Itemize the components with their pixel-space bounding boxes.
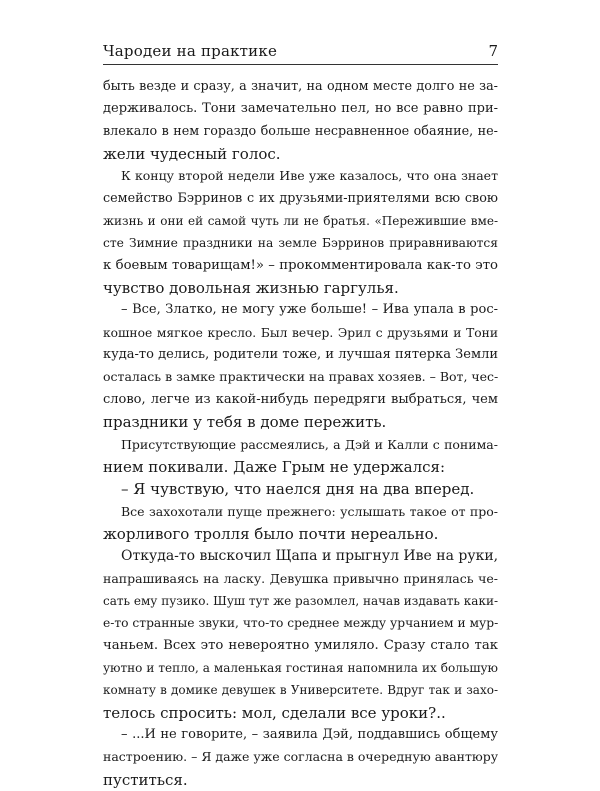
text-line: уютно и тепло, а маленькая гостиная напомнила их большую (103, 660, 498, 675)
text-line: сать ему пузико. Шуш тут же разомлел, начав издавать каки- (103, 593, 498, 608)
text-line: комнату в домике девушек в Университете. Вдруг так и захо- (103, 683, 498, 698)
text-line: Все захохотали пуще прежнего: услышать такое от про- (121, 503, 498, 519)
text-line: нием покивали. Даже Грым не удержался: (103, 457, 446, 476)
text-line: быть везде и сразу, а значит, на одном месте долго не за- (103, 79, 498, 94)
text-line: – Я чувствую, что наелся дня на два вперед. (121, 480, 475, 499)
header-divider (103, 64, 498, 65)
text-line: Присутствующие рассмеялись, а Дэй и Калли с понима- (121, 436, 498, 452)
text-line: слово, легче из какой-нибудь передряги выбраться, чем (103, 391, 498, 407)
text-line: Откуда-то выскочил Щапа и прыгнул Иве на руки, (121, 548, 498, 565)
text-line: жели чудесный голос. (103, 145, 281, 164)
text-line: пуститься. (103, 770, 188, 789)
text-line: е-то странные звуки, что-то среднее между урчанием и мур- (103, 616, 498, 631)
text-line: осталась в замке практически на правах хозяев. – Вот, чес- (103, 369, 498, 385)
running-head (103, 40, 498, 62)
text-line: куда-то делись, родители тоже, и лучшая пятерка Земли (103, 347, 498, 363)
running-title: Чародеи на практике (103, 42, 278, 60)
text-line: настроению. – Я даже уже согласна в очередную авантюру (103, 749, 498, 765)
text-line: держивалось. Тони замечательно пел, но все равно при- (103, 101, 498, 117)
text-line: жизнь и они ей самой чуть ли не братья. «Пережившие вме- (103, 214, 498, 229)
text-line: праздники у тебя в доме пережить. (103, 413, 387, 432)
text-line: К концу второй недели Иве уже казалось, что она знает (121, 168, 498, 184)
text-line: напрашиваясь на ласку. Девушка привычно принялась че- (103, 570, 498, 586)
text-line: – Все, Златко, не могу уже больше! – Ива упала в рос- (121, 302, 498, 318)
page-number: 7 (488, 42, 498, 60)
text-line: кошное мягкое кресло. Был вечер. Эрил с друзьями и Тони (103, 325, 498, 340)
text-line: сте Зимние праздники на земле Бэрринов приравниваются (103, 236, 498, 251)
text-line: семейство Бэрринов с их друзьями-приятелями всю свою (103, 190, 498, 206)
text-line: к боевым товарищам!» – прокомментировала как-то это (103, 257, 498, 273)
text-line: – ...И не говорите, – заявила Дэй, поддавшись общему (121, 726, 498, 742)
text-line: жорливого тролля было почти нереально. (103, 524, 439, 543)
text-line: чаньем. Всех это невероятно умиляло. Сразу стало так (103, 637, 498, 653)
text-line: телось спросить: мол, сделали все уроки?.. (103, 703, 446, 722)
body-text (103, 76, 498, 791)
text-line: чувство довольная жизнью гаргулья. (103, 279, 399, 298)
text-line: влекало в нем гораздо больше несравненное обаяние, не- (103, 123, 498, 139)
